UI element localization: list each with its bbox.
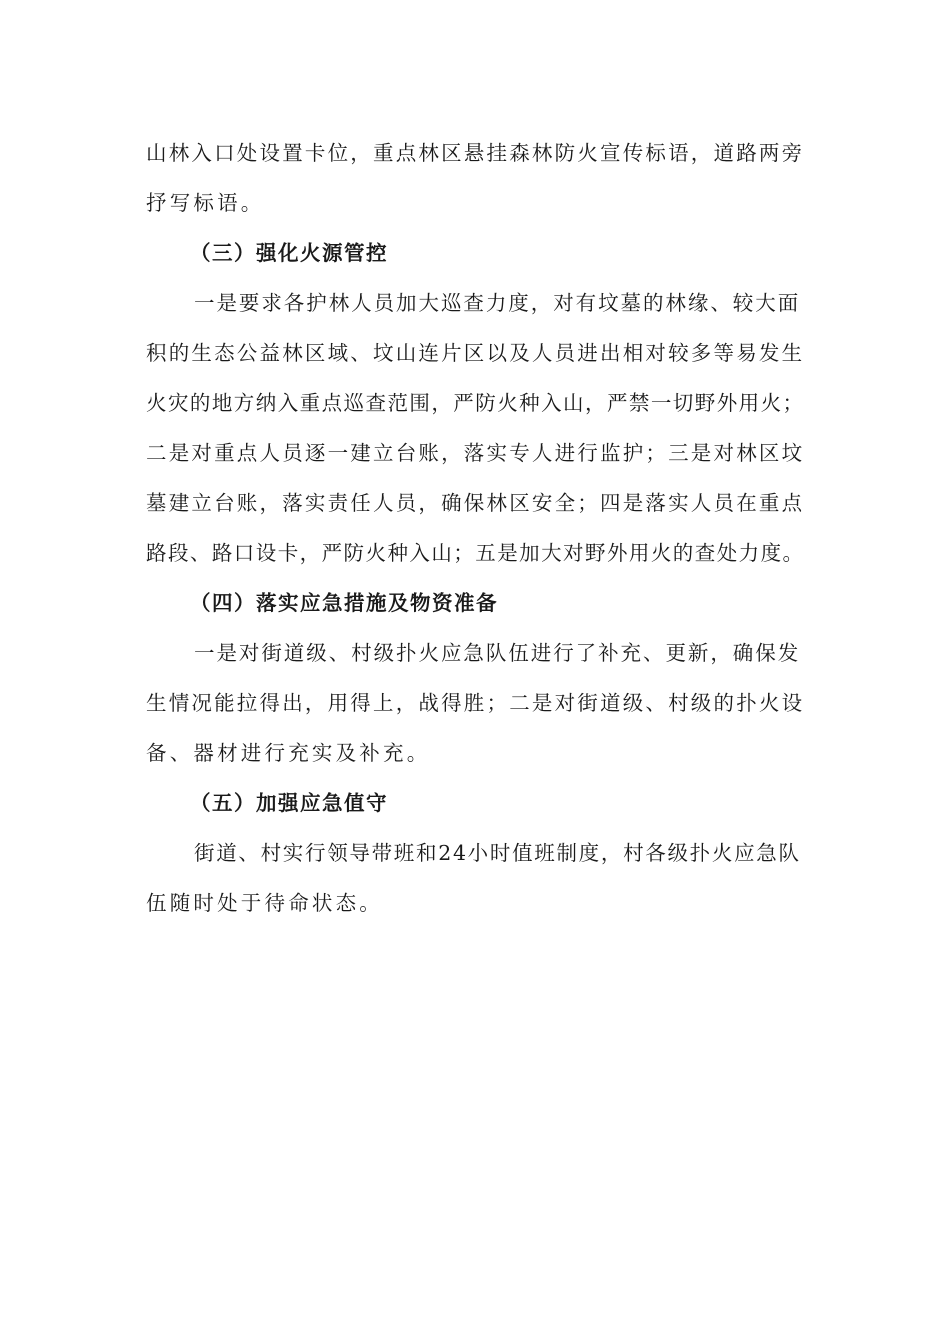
paragraph-fire-source-control <box>146 278 806 578</box>
text-line: 备、器材进行充实及补充。 <box>146 741 431 765</box>
document-page <box>146 128 806 928</box>
text-line: 积的生态公益林区域、坟山连片区以及人员进出相对较多等易发生 <box>146 341 805 365</box>
section-heading-3: （三）强化火源管控 <box>190 241 388 265</box>
text-line: 伍随时处于待命状态。 <box>146 891 383 915</box>
text-line: 一是对街道级、村级扑火应急队伍进行了补充、更新，确保发 <box>194 641 801 665</box>
text-line: 抒写标语。 <box>146 191 265 215</box>
text-line: 火灾的地方纳入重点巡查范围，严防火种入山，严禁一切野外用火； <box>146 391 805 415</box>
section-heading-4: （四）落实应急措施及物资准备 <box>190 591 498 615</box>
text-line: 一是要求各护林人员加大巡查力度，对有坟墓的林缘、较大面 <box>194 291 801 315</box>
text-line: 墓建立台账，落实责任人员，确保林区安全；四是落实人员在重点 <box>146 491 805 515</box>
text-line: 二是对重点人员逐一建立台账，落实专人进行监护；三是对林区坟 <box>146 441 805 465</box>
paragraph-emergency-duty <box>146 828 806 928</box>
paragraph-signage <box>146 128 806 228</box>
text-line: 街道、村实行领导带班和24小时值班制度，村各级扑火应急队 <box>194 841 801 865</box>
text-line: 生情况能拉得出，用得上，战得胜；二是对街道级、村级的扑火设 <box>146 691 805 715</box>
section-heading-5: （五）加强应急值守 <box>190 791 388 815</box>
text-line: 山林入口处设置卡位，重点林区悬挂森林防火宣传标语，道路两旁 <box>146 141 805 165</box>
text-line: 路段、路口设卡，严防火种入山；五是加大对野外用火的查处力度。 <box>146 541 805 565</box>
paragraph-emergency-measures <box>146 628 806 778</box>
